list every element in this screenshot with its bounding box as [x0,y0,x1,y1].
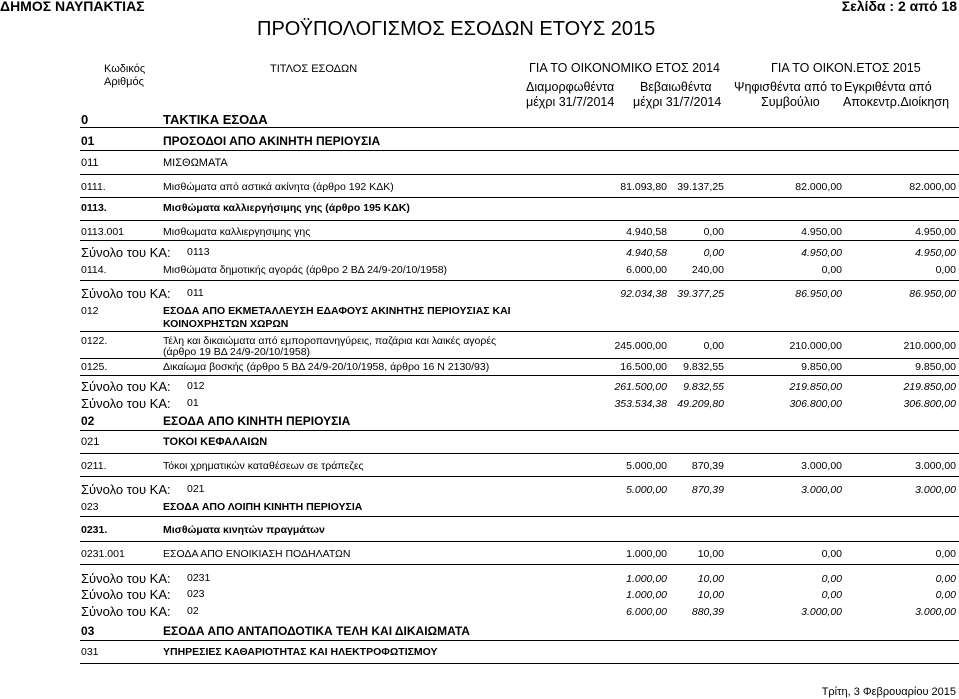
divider [80,476,959,477]
c3-header-1: Ψηφισθέντα από το [734,80,843,94]
title-011: ΜΙΣΘΩΜΑΤΑ [163,157,228,169]
title-0231: Μισθώματα κινητών πραγμάτων [163,524,325,536]
title-023: ΕΣΟΔΑ ΑΠΟ ΛΟΙΠΗ ΚΙΝΗΤΗ ΠΕΡΙΟΥΣΙΑ [163,501,363,513]
row-code: 0114. [81,264,107,276]
subtotal-value-4: 0,00 [935,589,956,601]
row-value-4: 0,00 [935,548,956,560]
subtotal-code: 0231 [187,572,211,584]
code-0: 0 [81,112,89,127]
subtotal-code: 023 [187,588,205,600]
row-value-3: 0,00 [821,264,842,276]
divider [80,640,959,641]
c1-header-2: μέχρι 31/7/2014 [526,95,615,109]
subtotal-value-1: 5.000,00 [626,484,667,496]
subtotal-code: 021 [187,483,205,495]
row-value-1: 16.500,00 [620,361,667,373]
page-number: Σελίδα : 2 από 18 [841,0,957,14]
divider [80,150,959,151]
title-031: ΥΠΗΡΕΣΙΕΣ ΚΑΘΑΡΙΟΤΗΤΑΣ ΚΑΙ ΗΛΕΚΤΡΟΦΩΤΙΣΜΟΥ [163,646,438,658]
row-value-4: 210.000,00 [903,340,956,352]
code-031: 031 [81,646,99,658]
subtotal-code: 02 [187,605,199,617]
code-01: 01 [81,134,95,148]
row-value-3: 4.950,00 [801,226,842,238]
row-code: 0125. [81,361,108,373]
c1-header-1: Διαμορφωθέντα [526,80,615,94]
row-code: 0113.001 [81,226,125,238]
subtotal-value-2: 870,39 [691,484,724,496]
subtotal-value-2: 10,00 [697,573,724,585]
row-value-4: 82.000,00 [909,181,956,193]
row-value-4: 9.850,00 [915,361,956,373]
row-code: 0122. [81,335,108,347]
row-value-2: 870,39 [691,460,724,472]
divider [80,197,959,198]
subtotal-label: Σύνολο του ΚΑ: [81,604,171,619]
divider [80,541,959,542]
subtotal-label: Σύνολο του ΚΑ: [81,245,171,260]
title-012-line2: ΚΟΙΝΟΧΡΗΣΤΩΝ ΧΩΡΩΝ [163,318,289,330]
subtotal-value-1: 4.940,58 [626,247,667,259]
subtotal-label: Σύνολο του ΚΑ: [81,482,171,497]
subtotal-label: Σύνολο του ΚΑ: [81,379,171,394]
row-code: 0231.001 [81,548,125,560]
row-value-2: 10,00 [697,548,724,560]
code-023: 023 [81,501,99,513]
row-value-2: 9.832,55 [683,361,724,373]
subtotal-value-4: 0,00 [935,573,956,585]
code-021: 021 [81,436,100,448]
code-header-1: Κωδικός [104,63,146,75]
title-03: ΕΣΟΔΑ ΑΠΟ ΑΝΤΑΠΟΔΟΤΙΚΑ ΤΕΛΗ ΚΑΙ ΔΙΚΑΙΩΜΑΤΑ [163,624,470,638]
subtotal-label: Σύνολο του ΚΑ: [81,587,171,602]
row-value-1: 6.000,00 [626,264,667,276]
title-header: ΤΙΤΛΟΣ ΕΣΟΔΩΝ [270,63,358,75]
title-01: ΠΡΟΣΟΔΟΙ ΑΠΟ ΑΚΙΝΗΤΗ ΠΕΡΙΟΥΣΙΑ [163,134,381,148]
row-value-3: 82.000,00 [795,181,842,193]
subtotal-value-4: 4.950,00 [915,247,956,259]
row-value-1: 5.000,00 [626,460,667,472]
subtotal-value-4: 3.000,00 [915,484,956,496]
c3-header-2: Συμβούλιο [761,95,820,109]
divider [80,663,959,664]
subtotal-code: 01 [187,397,199,409]
code-012: 012 [81,305,99,317]
subtotal-value-1: 353.534,38 [614,398,667,410]
row-value-2: 0,00 [703,340,724,352]
row-value-1: 4.940,58 [626,226,667,238]
divider [80,174,959,175]
title-02: ΕΣΟΔΑ ΑΠΟ ΚΙΝΗΤΗ ΠΕΡΙΟΥΣΙΑ [163,414,351,428]
subtotal-label: Σύνολο του ΚΑ: [81,396,171,411]
divider [80,516,959,517]
divider [80,280,959,281]
subtotal-value-4: 306.800,00 [903,398,956,410]
row-value-4: 3.000,00 [915,460,956,472]
subtotal-code: 011 [187,287,204,299]
divider [80,331,959,332]
subtotal-value-3: 3.000,00 [801,484,842,496]
row-value-2: 39.137,25 [677,181,724,193]
year-2015-header: ΓΙΑ ΤΟ ΟΙΚΟΝ.ΕΤΟΣ 2015 [771,61,921,75]
divider [80,564,959,565]
divider [80,375,959,376]
row-code: 0211. [81,460,107,472]
subtotal-value-3: 219.850,00 [789,381,842,393]
row-value-3: 210.000,00 [789,340,842,352]
row-value-1: 1.000,00 [626,548,667,560]
c2-header-2: μέχρι 31/7/2014 [633,95,722,109]
row-title: Δικαίωμα βοσκής (άρθρο 5 ΒΔ 24/9-20/10/1958, άρθρο 16 Ν 2130/93) [163,361,490,373]
row-title-line2: (άρθρο 19 ΒΔ 24/9-20/10/1958) [163,346,311,358]
code-02: 02 [81,414,95,428]
subtotal-value-2: 10,00 [697,589,724,601]
row-title: Μισθωματα καλλιεργησιμης γης [163,226,311,238]
subtotal-value-1: 1.000,00 [626,589,667,601]
divider [80,220,959,221]
row-title: Μισθώματα δημοτικής αγοράς (άρθρο 2 ΒΔ 24/9-20/10/1958) [163,264,448,276]
code-0231: 0231. [81,524,108,536]
subtotal-value-4: 219.850,00 [903,381,956,393]
divider [80,358,959,359]
code-03: 03 [81,624,95,638]
divider [80,240,959,241]
subtotal-value-2: 880,39 [691,606,724,618]
row-value-3: 0,00 [821,548,842,560]
row-value-4: 0,00 [935,264,956,276]
row-value-4: 4.950,00 [915,226,956,238]
row-value-3: 3.000,00 [801,460,842,472]
row-value-2: 0,00 [703,226,724,238]
subtotal-value-2: 9.832,55 [683,381,724,393]
subtotal-value-3: 86.950,00 [795,288,842,300]
c2-header-1: Βεβαιωθέντα [640,80,712,94]
code-0113: 0113. [81,202,107,214]
c4-header-1: Εγκριθέντα από [844,80,932,94]
page-title: ΠΡΟΫΠΟΛΟΓΙΣΜΟΣ ΕΣΟΔΩΝ ΕΤΟΥΣ 2015 [257,18,656,40]
subtotal-value-2: 39.377,25 [677,288,724,300]
row-title: ΕΣΟΔΑ ΑΠΟ ΕΝΟΙΚΙΑΣΗ ΠΟΔΗΛΑΤΩΝ [163,548,351,560]
title-0: ΤΑΚΤΙΚΑ ΕΣΟΔΑ [163,112,268,127]
divider [80,127,959,128]
subtotal-value-1: 6.000,00 [626,606,667,618]
year-2014-header: ΓΙΑ ΤΟ ΟΙΚΟΝΟΜΙΚΟ ΕΤΟΣ 2014 [529,61,720,75]
subtotal-value-3: 3.000,00 [801,606,842,618]
subtotal-value-1: 1.000,00 [626,573,667,585]
subtotal-value-3: 306.800,00 [789,398,842,410]
code-011: 011 [81,157,99,169]
subtotal-value-2: 0,00 [703,247,724,259]
subtotal-value-4: 86.950,00 [909,288,956,300]
subtotal-label: Σύνολο του ΚΑ: [81,286,171,301]
row-value-2: 240,00 [691,264,724,276]
row-title-line1: Τέλη και δικαιώματα από εμποροπανηγύρεις, παζάρια και λαικές αγορές [163,335,497,347]
row-title: Μισθώματα από αστικά ακίνητα (άρθρο 192 ΚΔΚ) [163,181,394,193]
row-value-1: 245.000,00 [614,340,667,352]
subtotal-label: Σύνολο του ΚΑ: [81,571,171,586]
row-value-3: 9.850,00 [801,361,842,373]
code-header-2: Αριθμός [104,76,144,88]
row-title: Τόκοι χρηματικών καταθέσεων σε τράπεζες [163,460,364,472]
subtotal-value-1: 92.034,38 [620,288,667,300]
title-0113: Μισθώματα καλλιεργήσιμης γης (άρθρο 195 ΚΔΚ) [163,202,410,214]
subtotal-value-2: 49.209,80 [677,398,724,410]
divider [80,430,959,431]
divider [80,453,959,454]
title-021: ΤΟΚΟΙ ΚΕΦΑΛΑΙΩΝ [163,436,268,448]
municipality-name: ΔΗΜΟΣ ΝΑΥΠΑΚΤΙΑΣ [0,0,145,14]
row-value-1: 81.093,80 [620,181,667,193]
subtotal-value-4: 3.000,00 [915,606,956,618]
footer-date: Τρίτη, 3 Φεβρουαρίου 2015 [821,686,956,698]
subtotal-value-3: 0,00 [821,589,842,601]
subtotal-value-1: 261.500,00 [614,381,667,393]
c4-header-2: Αποκεντρ.Διοίκηση [843,95,950,109]
subtotal-code: 0113 [187,246,210,258]
row-code: 0111. [81,181,106,193]
subtotal-code: 012 [187,380,205,392]
subtotal-value-3: 4.950,00 [801,247,842,259]
subtotal-value-3: 0,00 [821,573,842,585]
title-012-line1: ΕΣΟΔΑ ΑΠΟ ΕΚΜΕΤΑΛΛΕΥΣΗ ΕΔΑΦΟΥΣ ΑΚΙΝΗΤΗΣ ΠΕΡΙΟΥΣΙΑΣ ΚΑΙ [163,305,511,317]
